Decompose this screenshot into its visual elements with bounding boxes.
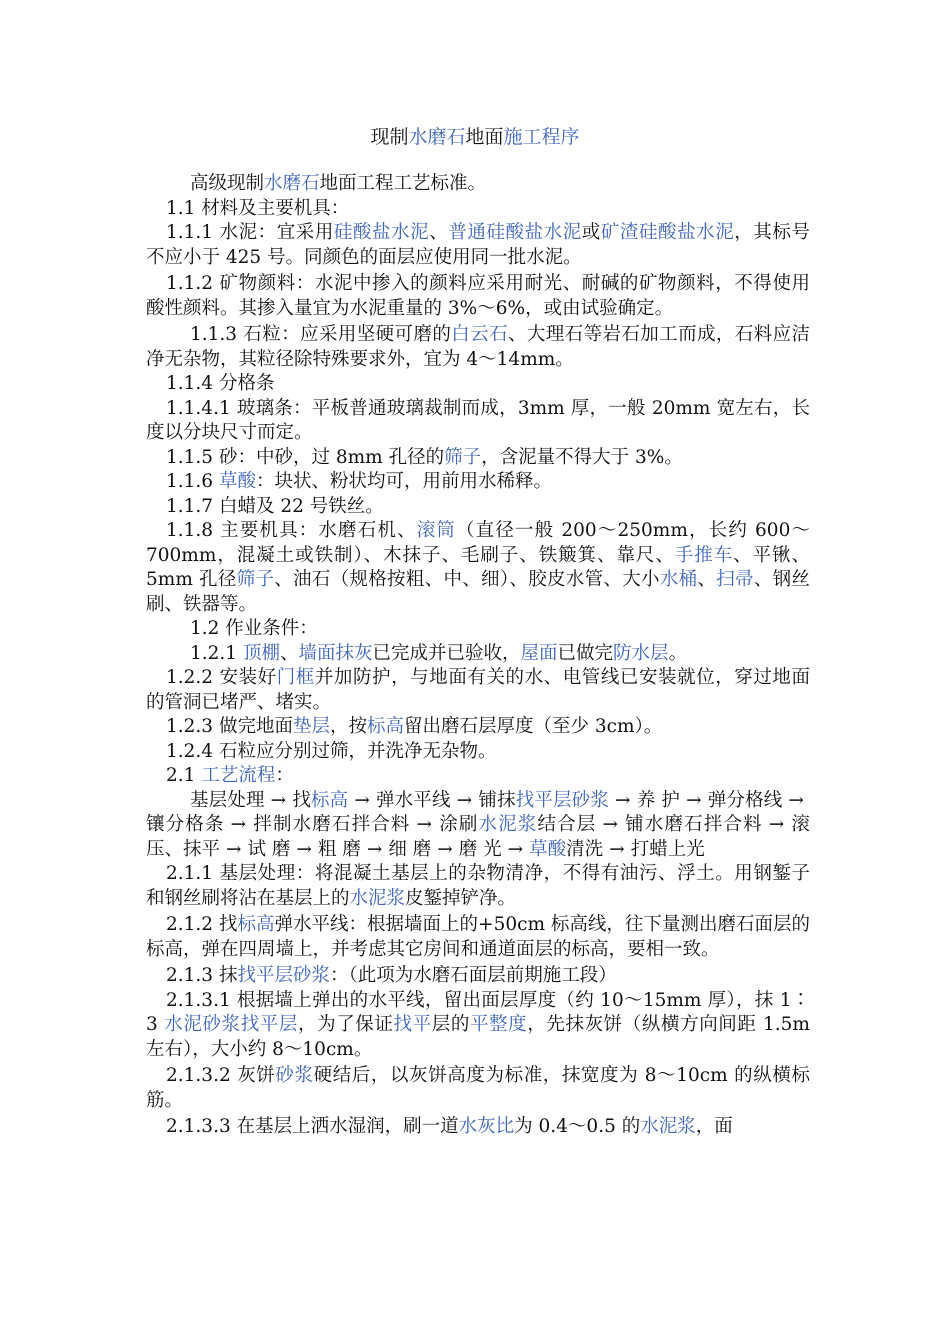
link-dolomite[interactable]: 白云石 bbox=[451, 324, 508, 345]
text-run: 并加防护，与地面有关的水、电管线已安装就位，穿过地面的管洞已堵严、堵实。 bbox=[146, 667, 810, 713]
text-run: 留出磨石层厚度（至少 3cm）。 bbox=[404, 716, 663, 737]
text-run: 铺抹 bbox=[478, 789, 516, 811]
arrow-icon: → bbox=[270, 789, 287, 811]
link-cement-paste[interactable]: 水泥浆 bbox=[478, 814, 538, 835]
text-run: ： bbox=[275, 765, 294, 786]
text-run: 弹分格线 bbox=[707, 789, 783, 811]
arrow-icon: → bbox=[230, 814, 247, 835]
text-run: 2.1.3.3 在基层上洒水湿润，刷一道 bbox=[166, 1116, 459, 1137]
text-run: 2.1 bbox=[166, 765, 202, 786]
link-handcart[interactable]: 手推车 bbox=[674, 544, 734, 566]
section-heading-1-1: 1.1 材料及主要机具： bbox=[166, 197, 350, 219]
text-run: ，为了保证 bbox=[298, 1014, 394, 1035]
link-slag-cement[interactable]: 矿渣硅酸盐水泥 bbox=[600, 222, 735, 243]
text-run: 试 磨 bbox=[247, 838, 291, 860]
link-sieve[interactable]: 筛子 bbox=[236, 569, 275, 590]
link-roof[interactable]: 屋面 bbox=[520, 642, 558, 664]
paragraph-1-2-2 bbox=[146, 666, 810, 715]
link-elevation[interactable]: 标高 bbox=[311, 789, 349, 811]
text-run: 层的 bbox=[431, 1014, 470, 1035]
text-run: ：（此项为水磨石面层前期施工段） bbox=[329, 965, 617, 986]
title-link-terrazzo[interactable]: 水磨石 bbox=[408, 126, 466, 148]
link-ordinary-cement[interactable]: 普通硅酸盐水泥 bbox=[448, 222, 582, 243]
text-run: 2.1.3.2 灰饼 bbox=[166, 1065, 276, 1086]
text-run: 、大理石等岩石加工而成，石料应洁净无杂物，其粒径除特殊要求外，宜为 4～14mm。 bbox=[146, 324, 810, 370]
text-run: 、 bbox=[697, 569, 717, 590]
paragraph-1-1-2: 1.1.2 矿物颜料：水泥中掺入的颜料应采用耐光、耐碱的矿物颜料，不得使用酸性颜料。其掺入量宜为水泥重量的 3%～6%，或由试验确定。 bbox=[146, 273, 810, 319]
arrow-icon: → bbox=[615, 789, 631, 811]
paragraph-2-1-3-1 bbox=[146, 989, 810, 1063]
link-cushion-layer[interactable]: 垫层 bbox=[292, 716, 330, 737]
text-run: 磨 光 bbox=[458, 838, 502, 860]
text-run: 基层处理 bbox=[190, 789, 265, 811]
link-sieve[interactable]: 筛子 bbox=[444, 446, 482, 468]
link-process-flow[interactable]: 工艺流程 bbox=[201, 765, 276, 786]
text-run: 1.2.2 安装好 bbox=[166, 667, 277, 688]
text-run: 铺水磨石拌合料 bbox=[623, 814, 763, 835]
link-roller[interactable]: 滚筒 bbox=[416, 520, 457, 541]
text-run: 拌制水磨石拌合料 bbox=[252, 814, 411, 835]
text-run: 2.1.2 找 bbox=[166, 914, 238, 935]
text-run: 1.1.1 水泥：宜采用 bbox=[166, 222, 334, 243]
text-run: 已完成并已验收， bbox=[372, 642, 521, 664]
text-run: 或 bbox=[581, 222, 601, 243]
link-elevation[interactable]: 标高 bbox=[366, 716, 404, 737]
link-elevation[interactable]: 标高 bbox=[237, 914, 275, 935]
text-run: 。 bbox=[668, 642, 688, 664]
text-run: 为 0.4～0.5 的 bbox=[514, 1116, 641, 1137]
paragraph-1-1-4: 1.1.4 分格条 bbox=[166, 373, 275, 394]
text-run: ，按 bbox=[329, 716, 367, 737]
text-run: 1.2.1 bbox=[190, 642, 243, 664]
paragraph-1-1-8 bbox=[146, 519, 810, 617]
link-broom[interactable]: 扫帚 bbox=[716, 569, 754, 590]
arrow-icon: → bbox=[226, 838, 242, 860]
link-leveling-layer[interactable]: 找平层 bbox=[240, 1014, 298, 1035]
title-text: 现制 bbox=[370, 126, 409, 148]
link-leveling[interactable]: 找平 bbox=[393, 1014, 432, 1035]
text-run: 涂刷 bbox=[438, 814, 479, 835]
document-title bbox=[0, 122, 950, 152]
text-run: 找 bbox=[292, 789, 311, 811]
text-run: 1.1.8 主要机具：水磨石机、 bbox=[166, 520, 417, 541]
link-silicate-cement[interactable]: 硅酸盐水泥 bbox=[333, 222, 430, 243]
text-run: 皮錾掉铲净。 bbox=[405, 887, 517, 909]
link-leveling-mortar[interactable]: 找平层砂浆 bbox=[237, 965, 330, 986]
text-run: 滚压、抹平 bbox=[146, 814, 810, 860]
paragraph-intro bbox=[146, 172, 810, 197]
paragraph-2-1-2 bbox=[146, 913, 810, 962]
link-oxalic-acid[interactable]: 草酸 bbox=[218, 471, 256, 492]
document-body bbox=[146, 172, 810, 1140]
text-run: 粗 磨 bbox=[317, 838, 361, 860]
text-run: 、 bbox=[429, 222, 449, 243]
text-run: 镶分格条 bbox=[146, 814, 225, 835]
text-run: 结合层 bbox=[537, 814, 597, 835]
text-run: ，面 bbox=[695, 1116, 733, 1137]
text-run: ，其标号不应小于 425 号。同颜色的面层应使用同一批水泥。 bbox=[146, 222, 810, 268]
link-bucket[interactable]: 水桶 bbox=[659, 569, 698, 590]
paragraph-1-1-4-1: 1.1.4.1 玻璃条：平板普通玻璃裁制而成，3mm 厚，一般 20mm 宽左右，长度以分块尺寸而定。 bbox=[146, 397, 810, 443]
text-run: 细 磨 bbox=[388, 838, 432, 860]
arrow-icon: → bbox=[609, 838, 625, 860]
text-run: 清洗 bbox=[566, 838, 604, 860]
text-run: 弹水平线 bbox=[375, 789, 451, 811]
link-cement-paste[interactable]: 水泥浆 bbox=[349, 887, 406, 909]
link-wall-plaster[interactable]: 墙面抹灰 bbox=[298, 642, 373, 664]
link-mortar[interactable]: 砂浆 bbox=[275, 1065, 314, 1086]
text-run: 已做完 bbox=[557, 642, 614, 664]
arrow-icon: → bbox=[416, 814, 433, 835]
process-flow bbox=[146, 789, 810, 863]
text-run: 、 bbox=[279, 642, 299, 664]
arrow-icon: → bbox=[602, 814, 618, 835]
text-run: 、平锹、5mm 孔径 bbox=[146, 544, 810, 590]
link-cement-paste[interactable]: 水泥浆 bbox=[640, 1116, 696, 1137]
text-run: 2.1.1 基层处理：将混凝土基层上的杂物清净，不得有油污、浮土。用钢錾子和钢丝刷将沾在基层上的 bbox=[146, 863, 810, 909]
paragraph-1-1-5 bbox=[146, 446, 810, 471]
text-run: 、钢丝刷、铁器等。 bbox=[146, 569, 810, 615]
link-terrazzo[interactable]: 水磨石 bbox=[264, 173, 320, 194]
text-run: 1.1.5 砂：中砂，过 8mm 孔径的 bbox=[166, 446, 445, 468]
link-water-cement-ratio[interactable]: 水灰比 bbox=[458, 1116, 515, 1137]
title-link-construction[interactable]: 施工程序 bbox=[503, 126, 580, 148]
text-run: 2.1.3 抹 bbox=[166, 965, 238, 986]
text-run: 1.2.3 做完地面 bbox=[166, 716, 293, 737]
arrow-icon: → bbox=[437, 838, 453, 860]
arrow-icon: → bbox=[768, 814, 785, 835]
text-run: 2.1.3.1 根据墙上弹出的水平线，留出面层厚度（约 10～15mm 厚），抹 1∶ 3 bbox=[146, 989, 810, 1035]
paragraph-1-1-7: 1.1.7 白蜡及 22 号铁丝。 bbox=[166, 495, 384, 517]
link-oxalic-acid[interactable]: 草酸 bbox=[529, 838, 567, 860]
arrow-icon: → bbox=[507, 838, 524, 860]
text-run: ，先抹灰饼（纵横方向间距 1.5m 左右），大小约 8～10cm。 bbox=[146, 1014, 810, 1060]
text-run: 1.1.6 bbox=[166, 471, 219, 492]
arrow-icon: → bbox=[456, 789, 473, 811]
link-waterproof-layer[interactable]: 防水层 bbox=[613, 642, 669, 664]
paragraph-1-1-3 bbox=[146, 323, 810, 372]
paragraph-2-1-3 bbox=[146, 964, 810, 989]
arrow-icon: → bbox=[296, 838, 312, 860]
paragraph-1-2-3 bbox=[146, 715, 810, 740]
section-heading-1-2: 1.2 作业条件： bbox=[190, 618, 318, 639]
text-run: 高级现制 bbox=[190, 173, 265, 194]
text-run: 养 护 bbox=[636, 789, 681, 811]
text-run: （直径一般 200～250mm，长约 600～700mm，混凝土或铁制）、木抹子、毛刷子、铁簸箕、靠尺、 bbox=[146, 520, 810, 566]
text-run: 地面工程工艺标准。 bbox=[319, 173, 487, 194]
arrow-icon: → bbox=[354, 789, 370, 811]
paragraph-1-2-1 bbox=[146, 642, 810, 667]
arrow-icon: → bbox=[366, 838, 383, 860]
paragraph-2-1-1 bbox=[146, 862, 810, 911]
paragraph-1-1-6 bbox=[146, 470, 810, 495]
text-run: 1.1.3 石粒：应采用坚硬可磨的 bbox=[190, 324, 452, 345]
text-run: 硬结后，以灰饼高度为标准，抹宽度为 8～10cm 的纵横标筋。 bbox=[146, 1065, 810, 1111]
text-run: 、油石（规格按粗、中、细）、胶皮水管、大小 bbox=[274, 569, 660, 590]
link-flatness[interactable]: 平整度 bbox=[469, 1014, 528, 1035]
paragraph-1-2-4: 1.2.4 石粒应分别过筛，并洗净无杂物。 bbox=[166, 740, 497, 762]
link-door-frame[interactable]: 门框 bbox=[276, 667, 315, 688]
link-cement-mortar[interactable]: 水泥砂浆 bbox=[164, 1014, 241, 1035]
section-heading-2-1 bbox=[146, 764, 810, 789]
paragraph-1-1-1 bbox=[146, 221, 810, 270]
paragraph-2-1-3-3 bbox=[146, 1115, 810, 1140]
text-run: ，含泥量不得大于 3%。 bbox=[481, 446, 683, 468]
text-run: ：块状、粉状均可，用前用水稀释。 bbox=[255, 471, 552, 492]
title-text: 地面 bbox=[465, 126, 504, 148]
link-ceiling[interactable]: 顶棚 bbox=[242, 642, 280, 664]
text-run: 打蜡上光 bbox=[630, 838, 705, 860]
arrow-icon: → bbox=[686, 789, 702, 811]
text-run: 弹水平线：根据墙面上的+50cm 标高线，往下量测出磨石面层的标高，弹在四周墙上，并考虑其它房间和通道面层的标高，要相一致。 bbox=[146, 914, 810, 960]
arrow-icon: → bbox=[788, 789, 804, 811]
paragraph-2-1-3-2 bbox=[146, 1064, 810, 1113]
link-leveling-mortar[interactable]: 找平层砂浆 bbox=[515, 789, 610, 811]
